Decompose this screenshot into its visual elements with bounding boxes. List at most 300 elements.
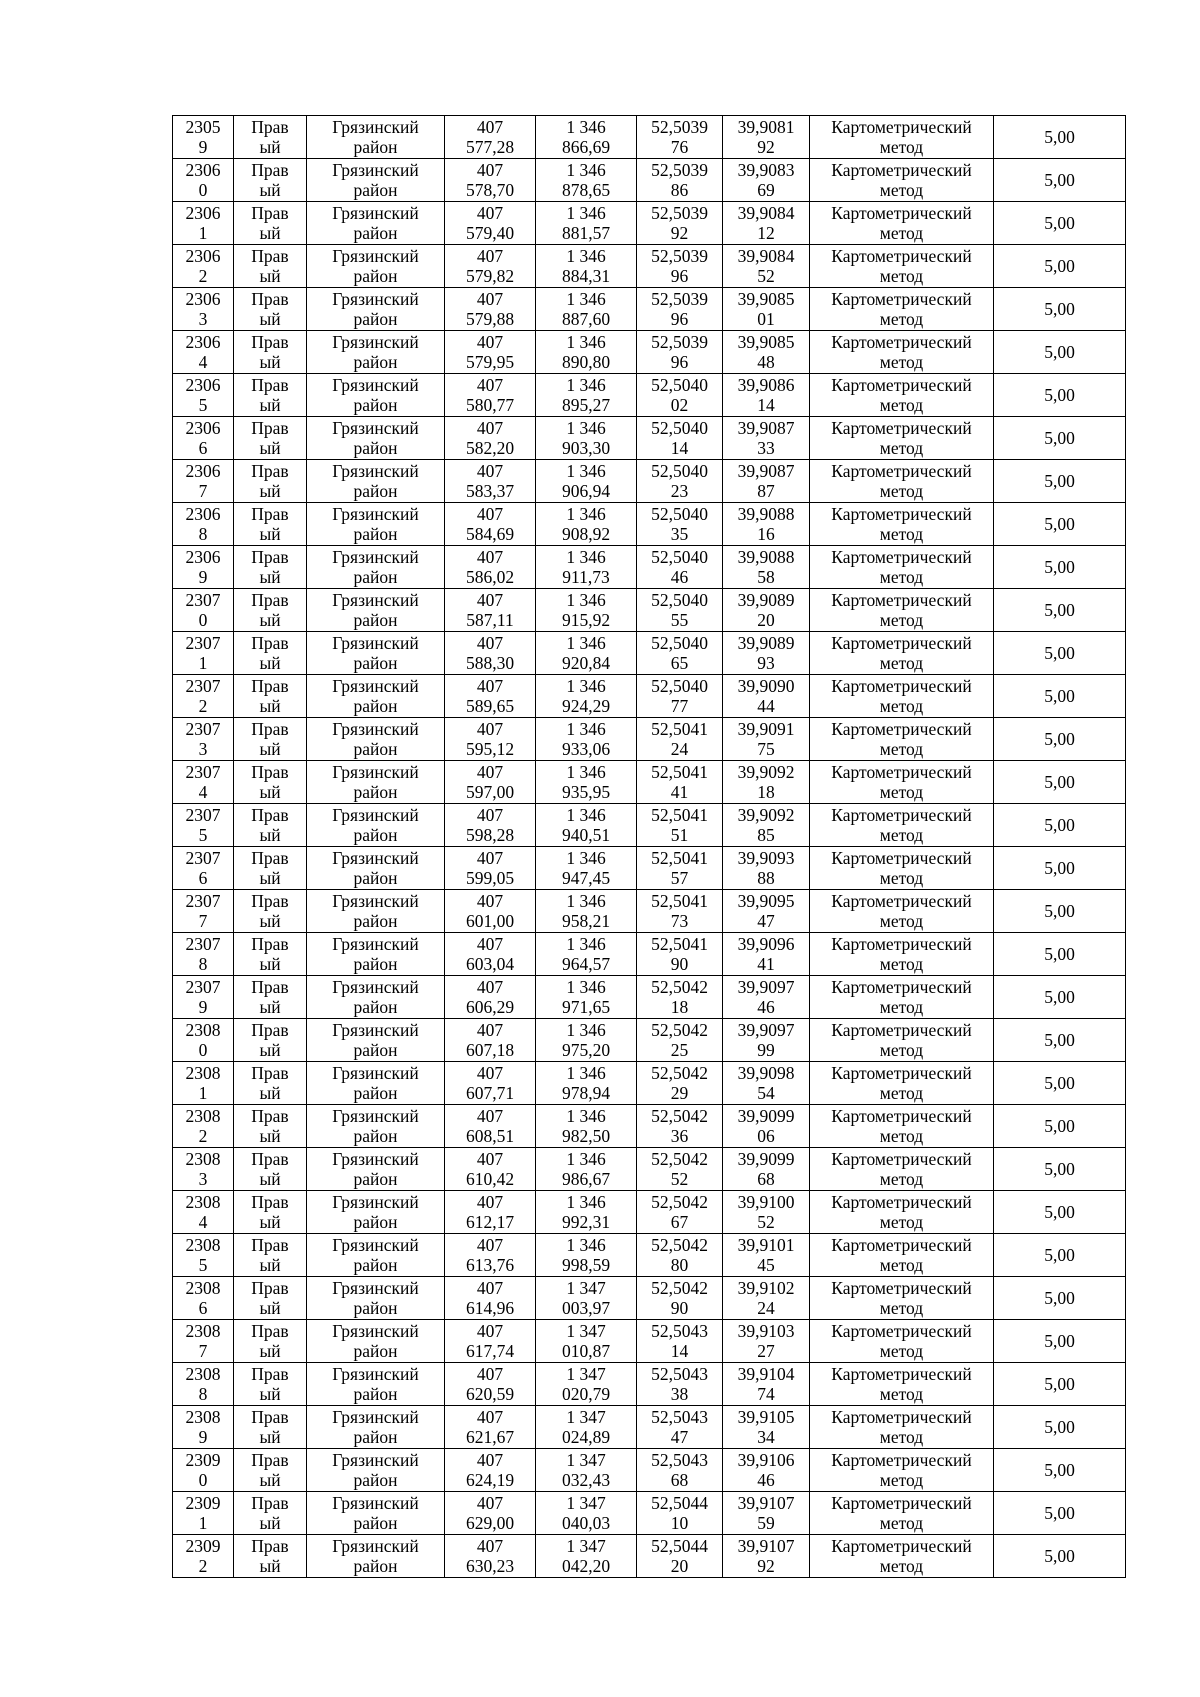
latitude-cell-line: 52,5042: [651, 1062, 708, 1083]
x-coordinate-cell-line: 407: [476, 1105, 504, 1126]
accuracy-cell: [994, 847, 1126, 890]
district-cell: [307, 1234, 445, 1277]
point-number-cell: [173, 374, 234, 417]
district-cell: [307, 1492, 445, 1535]
x-coordinate-cell: [445, 761, 536, 804]
longitude-cell-line: 27: [757, 1341, 775, 1361]
district-cell-line: Грязинский: [332, 976, 419, 997]
longitude-cell: [723, 1492, 810, 1535]
longitude-cell: [723, 159, 810, 202]
latitude-cell-line: 24: [670, 739, 689, 759]
bank-side-cell-line: ый: [259, 352, 281, 372]
point-number-cell: [173, 1277, 234, 1320]
bank-side-cell-line: ый: [259, 524, 281, 544]
x-coordinate-cell-line: 587,11: [466, 610, 514, 630]
x-coordinate-cell-line: 606,29: [465, 997, 515, 1017]
table-row: [173, 460, 1126, 503]
point-number-cell-line: 0: [198, 1470, 208, 1490]
district-cell: [307, 1535, 445, 1578]
latitude-cell-line: 52,5043: [651, 1363, 708, 1384]
bank-side-cell-line: ый: [259, 825, 281, 845]
bank-side-cell-line: Прав: [251, 632, 289, 653]
longitude-cell-line: 39,9084: [737, 245, 795, 266]
table-row: [173, 1191, 1126, 1234]
y-coordinate-cell-line: 1 346: [566, 331, 606, 352]
point-number-cell-line: 2308: [185, 1406, 221, 1427]
accuracy-cell: [994, 761, 1126, 804]
longitude-cell: [723, 460, 810, 503]
bank-side-cell-line: Прав: [251, 804, 289, 825]
point-number-cell: [173, 1320, 234, 1363]
longitude-cell-line: 39,9093: [737, 847, 795, 868]
table-row: [173, 632, 1126, 675]
accuracy-cell: [994, 890, 1126, 933]
method-cell: [810, 503, 994, 546]
table-row: [173, 847, 1126, 890]
latitude-cell: [637, 202, 723, 245]
longitude-cell-line: 39,9081: [737, 116, 795, 137]
latitude-cell: [637, 1320, 723, 1363]
y-coordinate-cell-line: 1 346: [566, 632, 606, 653]
district-cell: [307, 546, 445, 589]
x-coordinate-cell: [445, 331, 536, 374]
latitude-cell-line: 52,5040: [651, 675, 708, 696]
latitude-cell: [637, 1191, 723, 1234]
y-coordinate-cell-line: 1 347: [566, 1406, 606, 1427]
accuracy-cell-value: 5,00: [1044, 126, 1075, 147]
longitude-cell-line: 88: [757, 868, 775, 888]
accuracy-cell-value: 5,00: [1044, 470, 1075, 491]
accuracy-cell: [994, 503, 1126, 546]
latitude-cell-line: 52,5041: [651, 890, 708, 911]
latitude-cell-line: 51: [670, 825, 689, 845]
point-number-cell-line: 2308: [185, 1105, 221, 1126]
accuracy-cell: [994, 1492, 1126, 1535]
bank-side-cell-line: ый: [259, 1513, 281, 1533]
accuracy-cell-value: 5,00: [1044, 427, 1075, 448]
method-cell-line: метод: [879, 1040, 924, 1060]
method-cell-line: метод: [879, 653, 924, 673]
bank-side-cell-line: ый: [259, 1427, 281, 1447]
table-row: [173, 933, 1126, 976]
district-cell-line: Грязинский: [332, 202, 419, 223]
y-coordinate-cell-line: 958,21: [561, 911, 611, 931]
bank-side-cell: [234, 761, 307, 804]
accuracy-cell: [994, 288, 1126, 331]
district-cell-line: Грязинский: [332, 503, 419, 524]
x-coordinate-cell: [445, 1062, 536, 1105]
method-cell: [810, 1492, 994, 1535]
district-cell-line: район: [353, 997, 398, 1017]
x-coordinate-cell-line: 579,82: [465, 266, 515, 286]
x-coordinate-cell: [445, 632, 536, 675]
bank-side-cell-line: Прав: [251, 546, 289, 567]
latitude-cell-line: 52,5040: [651, 546, 708, 567]
y-coordinate-cell-line: 1 346: [566, 245, 606, 266]
latitude-cell-line: 52,5042: [651, 1148, 708, 1169]
bank-side-cell: [234, 675, 307, 718]
y-coordinate-cell: [536, 1449, 637, 1492]
method-cell-line: метод: [879, 524, 924, 544]
y-coordinate-cell-line: 908,92: [561, 524, 611, 544]
longitude-cell: [723, 1449, 810, 1492]
accuracy-cell-value: 5,00: [1044, 556, 1075, 577]
point-number-cell-line: 2307: [185, 890, 221, 911]
y-coordinate-cell-line: 978,94: [561, 1083, 611, 1103]
point-number-cell-line: 8: [198, 524, 208, 544]
y-coordinate-cell: [536, 1105, 637, 1148]
method-cell-line: метод: [879, 137, 924, 157]
table-row: [173, 804, 1126, 847]
method-cell-line: Картометрический: [831, 202, 972, 223]
y-coordinate-cell-line: 887,60: [561, 309, 611, 329]
method-cell: [810, 933, 994, 976]
accuracy-cell: [994, 1191, 1126, 1234]
point-number-cell-line: 2306: [185, 288, 221, 309]
point-number-cell-line: 2307: [185, 718, 221, 739]
y-coordinate-cell: [536, 116, 637, 159]
point-number-cell-line: 0: [198, 180, 208, 200]
method-cell-line: метод: [879, 309, 924, 329]
y-coordinate-cell-line: 982,50: [561, 1126, 611, 1146]
x-coordinate-cell-line: 407: [476, 202, 504, 223]
method-cell-line: Картометрический: [831, 1148, 972, 1169]
accuracy-cell: [994, 804, 1126, 847]
point-number-cell-line: 1: [198, 1513, 208, 1533]
district-cell-line: Грязинский: [332, 1406, 419, 1427]
bank-side-cell: [234, 1062, 307, 1105]
method-cell-line: Картометрический: [831, 546, 972, 567]
accuracy-cell: [994, 675, 1126, 718]
district-cell-line: район: [353, 1384, 398, 1404]
method-cell-line: метод: [879, 567, 924, 587]
longitude-cell: [723, 1535, 810, 1578]
table-row: [173, 417, 1126, 460]
method-cell-line: метод: [879, 1470, 924, 1490]
latitude-cell-line: 52,5039: [651, 116, 708, 137]
district-cell-line: Грязинский: [332, 1019, 419, 1040]
bank-side-cell: [234, 1105, 307, 1148]
accuracy-cell: [994, 1019, 1126, 1062]
latitude-cell-line: 52,5043: [651, 1406, 708, 1427]
latitude-cell: [637, 761, 723, 804]
longitude-cell-line: 87: [757, 481, 775, 501]
district-cell-line: Грязинский: [332, 1234, 419, 1255]
district-cell: [307, 288, 445, 331]
y-coordinate-cell: [536, 245, 637, 288]
district-cell-line: район: [353, 137, 398, 157]
point-number-cell: [173, 116, 234, 159]
accuracy-cell-value: 5,00: [1044, 1158, 1075, 1179]
y-coordinate-cell-line: 1 346: [566, 1148, 606, 1169]
district-cell: [307, 632, 445, 675]
district-cell-line: Грязинский: [332, 1062, 419, 1083]
district-cell-line: Грязинский: [332, 1105, 419, 1126]
x-coordinate-cell: [445, 847, 536, 890]
x-coordinate-cell-line: 407: [476, 1492, 504, 1513]
y-coordinate-cell: [536, 202, 637, 245]
bank-side-cell-line: Прав: [251, 976, 289, 997]
bank-side-cell: [234, 331, 307, 374]
x-coordinate-cell: [445, 460, 536, 503]
district-cell-line: Грязинский: [332, 1148, 419, 1169]
point-number-cell-line: 2307: [185, 847, 221, 868]
district-cell: [307, 933, 445, 976]
bank-side-cell-line: Прав: [251, 417, 289, 438]
latitude-cell-line: 52,5040: [651, 589, 708, 610]
method-cell-line: Картометрический: [831, 1191, 972, 1212]
longitude-cell-line: 14: [757, 395, 775, 415]
bank-side-cell: [234, 1191, 307, 1234]
latitude-cell-line: 52,5042: [651, 1105, 708, 1126]
table-row: [173, 374, 1126, 417]
latitude-cell-line: 96: [670, 352, 689, 372]
accuracy-cell-value: 5,00: [1044, 642, 1075, 663]
longitude-cell: [723, 1105, 810, 1148]
accuracy-cell-value: 5,00: [1044, 1330, 1075, 1351]
y-coordinate-cell-line: 940,51: [561, 825, 611, 845]
accuracy-cell: [994, 1148, 1126, 1191]
latitude-cell-line: 86: [670, 180, 689, 200]
bank-side-cell-line: Прав: [251, 1320, 289, 1341]
y-coordinate-cell-line: 906,94: [561, 481, 611, 501]
y-coordinate-cell-line: 933,06: [561, 739, 611, 759]
table-row: [173, 761, 1126, 804]
table-row: [173, 1105, 1126, 1148]
longitude-cell-line: 85: [757, 825, 775, 845]
y-coordinate-cell-line: 911,73: [562, 567, 610, 587]
x-coordinate-cell-line: 629,00: [465, 1513, 515, 1533]
latitude-cell-line: 23: [670, 481, 689, 501]
method-cell-line: метод: [879, 610, 924, 630]
x-coordinate-cell-line: 579,95: [465, 352, 515, 372]
district-cell-line: Грязинский: [332, 589, 419, 610]
point-number-cell-line: 8: [198, 1384, 208, 1404]
longitude-cell: [723, 761, 810, 804]
bank-side-cell-line: Прав: [251, 460, 289, 481]
district-cell-line: район: [353, 954, 398, 974]
x-coordinate-cell-line: 580,77: [465, 395, 515, 415]
bank-side-cell-line: ый: [259, 567, 281, 587]
x-coordinate-cell: [445, 589, 536, 632]
district-cell-line: район: [353, 1341, 398, 1361]
latitude-cell: [637, 460, 723, 503]
latitude-cell-line: 41: [670, 782, 689, 802]
accuracy-cell: [994, 546, 1126, 589]
x-coordinate-cell-line: 577,28: [465, 137, 515, 157]
point-number-cell-line: 2307: [185, 976, 221, 997]
method-cell-line: Картометрический: [831, 460, 972, 481]
x-coordinate-cell-line: 407: [476, 1234, 504, 1255]
bank-side-cell: [234, 1019, 307, 1062]
latitude-cell: [637, 675, 723, 718]
bank-side-cell: [234, 1277, 307, 1320]
bank-side-cell-line: Прав: [251, 890, 289, 911]
longitude-cell-line: 39,9097: [737, 976, 795, 997]
y-coordinate-cell: [536, 804, 637, 847]
latitude-cell: [637, 374, 723, 417]
district-cell-line: Грязинский: [332, 417, 419, 438]
accuracy-cell: [994, 718, 1126, 761]
bank-side-cell: [234, 890, 307, 933]
y-coordinate-cell: [536, 890, 637, 933]
district-cell-line: Грязинский: [332, 761, 419, 782]
district-cell: [307, 1320, 445, 1363]
bank-side-cell: [234, 632, 307, 675]
district-cell-line: Грязинский: [332, 1277, 419, 1298]
longitude-cell-line: 18: [757, 782, 775, 802]
point-number-cell: [173, 1019, 234, 1062]
longitude-cell-line: 39,9085: [737, 288, 795, 309]
accuracy-cell-value: 5,00: [1044, 513, 1075, 534]
longitude-cell-line: 52: [757, 266, 775, 286]
latitude-cell-line: 52,5041: [651, 804, 708, 825]
district-cell: [307, 589, 445, 632]
district-cell: [307, 116, 445, 159]
point-number-cell: [173, 1492, 234, 1535]
method-cell-line: Картометрический: [831, 632, 972, 653]
latitude-cell-line: 68: [670, 1470, 689, 1490]
method-cell: [810, 718, 994, 761]
table-body: [173, 116, 1126, 1578]
y-coordinate-cell-line: 975,20: [561, 1040, 611, 1060]
longitude-cell-line: 44: [757, 696, 775, 716]
accuracy-cell: [994, 589, 1126, 632]
bank-side-cell: [234, 1406, 307, 1449]
longitude-cell-line: 39,9092: [737, 804, 795, 825]
latitude-cell-line: 52,5043: [651, 1449, 708, 1470]
x-coordinate-cell: [445, 890, 536, 933]
longitude-cell: [723, 1234, 810, 1277]
longitude-cell: [723, 417, 810, 460]
method-cell-line: метод: [879, 266, 924, 286]
y-coordinate-cell: [536, 331, 637, 374]
method-cell-line: метод: [879, 868, 924, 888]
method-cell: [810, 202, 994, 245]
bank-side-cell-line: Прав: [251, 1105, 289, 1126]
district-cell-line: Грязинский: [332, 718, 419, 739]
bank-side-cell-line: Прав: [251, 1191, 289, 1212]
longitude-cell: [723, 1277, 810, 1320]
method-cell-line: Картометрический: [831, 374, 972, 395]
point-number-cell: [173, 976, 234, 1019]
y-coordinate-cell-line: 042,20: [561, 1556, 611, 1576]
latitude-cell: [637, 1105, 723, 1148]
longitude-cell-line: 39,9084: [737, 202, 795, 223]
table-row: [173, 159, 1126, 202]
latitude-cell-line: 14: [670, 438, 689, 458]
point-number-cell-line: 4: [198, 352, 208, 372]
y-coordinate-cell: [536, 1492, 637, 1535]
method-cell: [810, 116, 994, 159]
district-cell-line: район: [353, 782, 398, 802]
latitude-cell-line: 52,5040: [651, 374, 708, 395]
method-cell-line: метод: [879, 1556, 924, 1576]
latitude-cell-line: 52,5042: [651, 976, 708, 997]
x-coordinate-cell-line: 621,67: [465, 1427, 515, 1447]
bank-side-cell-line: ый: [259, 395, 281, 415]
y-coordinate-cell-line: 935,95: [561, 782, 611, 802]
method-cell-line: Картометрический: [831, 976, 972, 997]
bank-side-cell-line: Прав: [251, 374, 289, 395]
x-coordinate-cell-line: 407: [476, 933, 504, 954]
x-coordinate-cell-line: 407: [476, 331, 504, 352]
longitude-cell-line: 99: [757, 1040, 775, 1060]
point-number-cell: [173, 546, 234, 589]
method-cell: [810, 976, 994, 1019]
accuracy-cell: [994, 1234, 1126, 1277]
point-number-cell-line: 9: [198, 137, 208, 157]
point-number-cell: [173, 331, 234, 374]
point-number-cell-line: 3: [198, 1169, 208, 1189]
x-coordinate-cell: [445, 288, 536, 331]
district-cell-line: Грязинский: [332, 1535, 419, 1556]
y-coordinate-cell: [536, 159, 637, 202]
latitude-cell: [637, 1277, 723, 1320]
table-row: [173, 546, 1126, 589]
accuracy-cell-value: 5,00: [1044, 298, 1075, 319]
accuracy-cell-value: 5,00: [1044, 341, 1075, 362]
longitude-cell: [723, 976, 810, 1019]
bank-side-cell-line: Прав: [251, 159, 289, 180]
bank-side-cell-line: ый: [259, 997, 281, 1017]
x-coordinate-cell: [445, 417, 536, 460]
latitude-cell: [637, 976, 723, 1019]
longitude-cell-line: 39,9107: [737, 1535, 795, 1556]
point-number-cell-line: 8: [198, 954, 208, 974]
longitude-cell-line: 39,9089: [737, 589, 795, 610]
x-coordinate-cell-line: 608,51: [465, 1126, 515, 1146]
point-number-cell: [173, 933, 234, 976]
y-coordinate-cell-line: 920,84: [561, 653, 611, 673]
y-coordinate-cell-line: 1 346: [566, 718, 606, 739]
bank-side-cell-line: ый: [259, 1083, 281, 1103]
point-number-cell-line: 6: [198, 438, 208, 458]
x-coordinate-cell: [445, 933, 536, 976]
district-cell-line: Грязинский: [332, 890, 419, 911]
y-coordinate-cell: [536, 761, 637, 804]
accuracy-cell: [994, 374, 1126, 417]
y-coordinate-cell-line: 1 346: [566, 460, 606, 481]
latitude-cell: [637, 847, 723, 890]
bank-side-cell-line: Прав: [251, 1492, 289, 1513]
point-number-cell-line: 2306: [185, 202, 221, 223]
district-cell-line: Грязинский: [332, 546, 419, 567]
method-cell-line: Картометрический: [831, 116, 972, 137]
y-coordinate-cell-line: 040,03: [561, 1513, 611, 1533]
method-cell-line: Картометрический: [831, 1105, 972, 1126]
x-coordinate-cell-line: 579,40: [465, 223, 515, 243]
table-row: [173, 1406, 1126, 1449]
longitude-cell-line: 47: [757, 911, 775, 931]
longitude-cell: [723, 718, 810, 761]
x-coordinate-cell: [445, 546, 536, 589]
latitude-cell-line: 90: [670, 954, 689, 974]
y-coordinate-cell-line: 1 346: [566, 1019, 606, 1040]
point-number-cell-line: 2308: [185, 1062, 221, 1083]
table-row: [173, 1019, 1126, 1062]
longitude-cell-line: 39,9083: [737, 159, 795, 180]
accuracy-cell-value: 5,00: [1044, 169, 1075, 190]
method-cell: [810, 417, 994, 460]
y-coordinate-cell: [536, 976, 637, 1019]
point-number-cell-line: 9: [198, 1427, 208, 1447]
x-coordinate-cell: [445, 159, 536, 202]
y-coordinate-cell: [536, 1320, 637, 1363]
bank-side-cell: [234, 288, 307, 331]
longitude-cell: [723, 1191, 810, 1234]
longitude-cell: [723, 331, 810, 374]
